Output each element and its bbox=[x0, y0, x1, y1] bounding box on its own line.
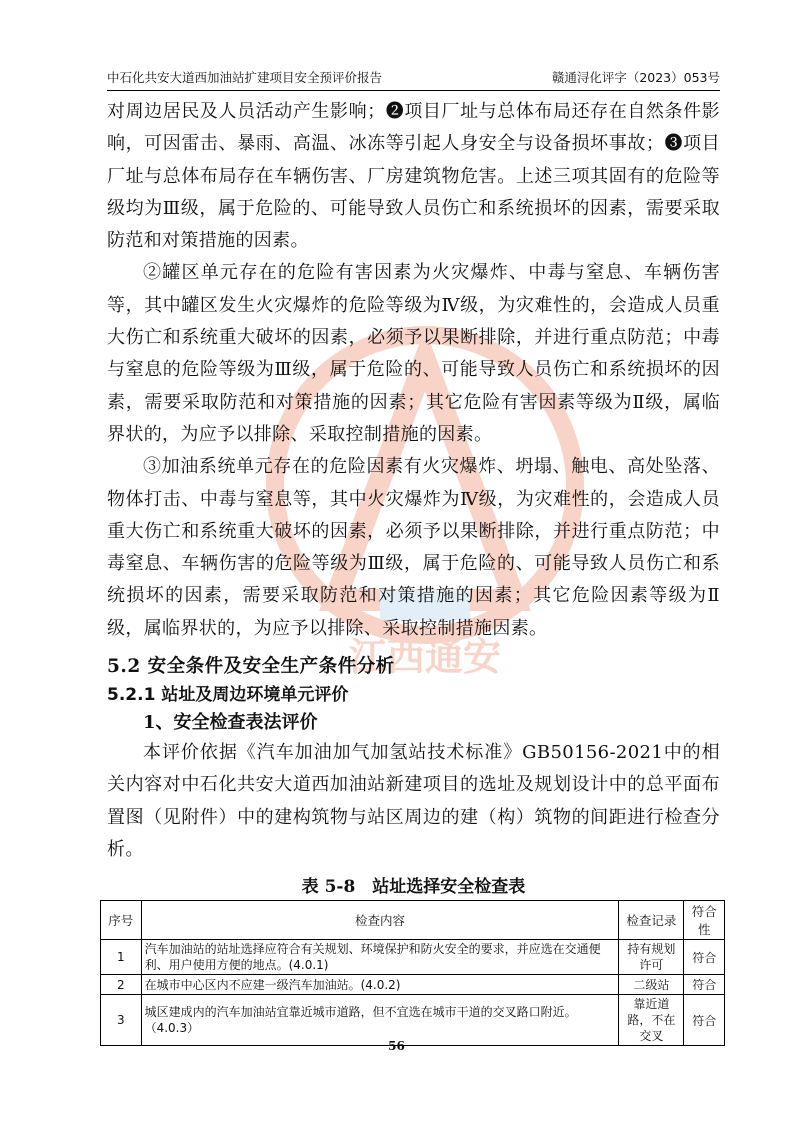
item-heading: 1、安全检查表法评价 bbox=[143, 712, 318, 734]
row-content: 汽车加油站的站址选择应符合有关规划、环境保护和防火安全的要求，并应选在交通便利、用户使用方便的地点。(4.0.1) bbox=[141, 940, 619, 975]
row-content: 在城市中心区内不应建一级汽车加油站。(4.0.2) bbox=[141, 975, 619, 995]
table-row bbox=[101, 975, 725, 995]
table-row bbox=[101, 940, 725, 975]
row-content: 城区建成内的汽车加油站宜靠近城市道路，但不宜选在城市干道的交叉路口附近。（4.0.3） bbox=[141, 995, 619, 1046]
subsection-heading: 5.2.1 站址及周边环境单元评价 bbox=[107, 685, 349, 706]
paragraph-tank-area: ②罐区单元存在的危险有害因素为火灾爆炸、中毒与窒息、车辆伤害等，其中罐区发生火灾爆炸的危险等级为Ⅳ级，为灾难性的，会造成人员重大伤亡和系统重大破坏的因素，必须予以果断排除，并进行重点防范；中毒与窒息的危险等级为Ⅲ级，属于危险的、可能导致人员伤亡和系统损坏的因素，需要采取防范和对策措施的因素；其它危险有害因素等级为Ⅱ级，属临界状的，为应予以排除、采取控制措施的因素。 bbox=[107, 262, 720, 445]
paragraph-evaluation-basis: 本评价依据《汽车加油加气加氢站技术标准》GB50156-2021中的相关内容对中石化共安大道西加油站新建项目的选址及规划设计中的总平面布置图（见附件）中的建构筑物与站区周边的建（构）筑物的间距进行检查分析。 bbox=[107, 742, 720, 860]
row-no: 2 bbox=[101, 975, 142, 995]
page-number: 56 bbox=[388, 1039, 405, 1053]
row-result: 符合 bbox=[684, 995, 725, 1046]
column-header-record: 检查记录 bbox=[619, 901, 684, 940]
header-report-title: 中石化共安大道西加油站扩建项目安全预评价报告 bbox=[107, 70, 383, 85]
header-report-code: 赣通浔化评字（2023）053号 bbox=[551, 70, 720, 85]
watermark-text: 江西通安 bbox=[348, 635, 502, 679]
row-record: 靠近道路，不在交叉 bbox=[619, 995, 684, 1046]
column-header-content: 检查内容 bbox=[141, 901, 619, 940]
paragraph-unit-layout: 对周边居民及人员活动产生影响；❷项目厂址与总体布局还存在自然条件影响，可因雷击、暴雨、高温、冰冻等引起人身安全与设备损坏事故；❸项目厂址与总体布局存在车辆伤害、厂房建筑物危害。上述三项其固有的危险等级均为Ⅲ级，属于危险的、可能导致人员伤亡和系统损坏的因素，需要采取防范和对策措施的因素。 bbox=[107, 101, 720, 252]
section-heading: 5.2 安全条件及安全生产条件分析 bbox=[107, 656, 395, 678]
row-result: 符合 bbox=[684, 940, 725, 975]
table-title: 表 5-8 站址选择安全检查表 bbox=[301, 877, 526, 898]
paragraph-fuel-system: ③加油系统单元存在的危险因素有火灾爆炸、坍塌、触电、高处坠落、物体打击、中毒与窒息等，其中火灾爆炸为Ⅳ级，为灾难性的，会造成人员重大伤亡和系统重大破坏的因素，必须予以果断排除，并进行重点防范；中毒窒息、车辆伤害的危险等级为Ⅲ级，属于危险的、可能导致人员伤亡和系统损坏的因素，需要采取防范和对策措施的因素；其它危险因素等级为Ⅱ级，属临界状的，为应予以排除、采取控制措施因素。 bbox=[107, 456, 720, 639]
row-result: 符合 bbox=[684, 975, 725, 995]
table-header-row bbox=[101, 901, 725, 940]
page-content bbox=[107, 96, 720, 1046]
row-no: 3 bbox=[101, 995, 142, 1046]
site-selection-checklist-table bbox=[100, 900, 725, 1046]
row-record: 持有规划许可 bbox=[619, 940, 684, 975]
row-record: 二级站 bbox=[619, 975, 684, 995]
column-header-no: 序号 bbox=[101, 901, 142, 940]
column-header-result: 符合性 bbox=[684, 901, 725, 940]
row-no: 1 bbox=[101, 940, 142, 975]
page-header bbox=[107, 66, 720, 91]
